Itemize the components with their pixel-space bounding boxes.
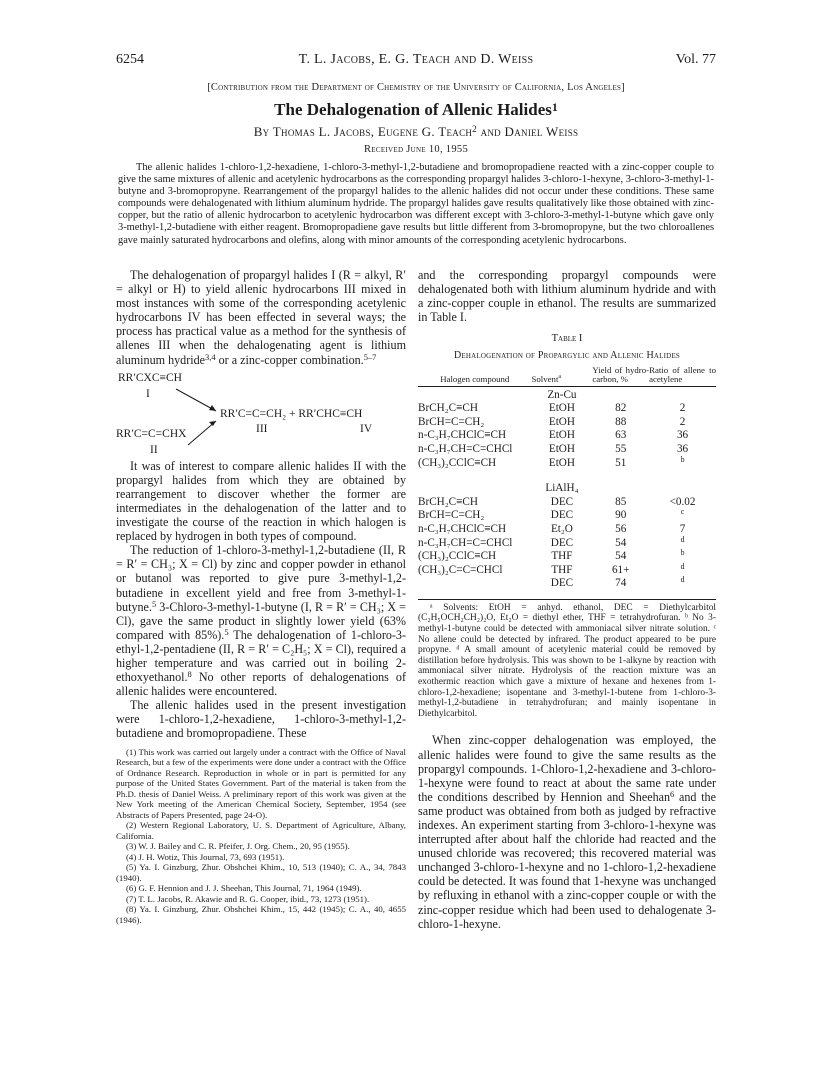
cell-compound: [418, 577, 532, 591]
cell-compound: (CH₃)₂CClC≡CH: [418, 456, 497, 469]
col-header-solvent: [532, 366, 593, 387]
table-row: [418, 550, 716, 564]
results-table: [418, 366, 716, 591]
cell-yield: 88: [615, 415, 627, 428]
footnote-7: (7) T. L. Jacobs, R. Akawie and R. G. Cooper, ibid., 73, 1273 (1951).: [126, 893, 370, 904]
table-row: [418, 457, 716, 471]
cell-ratio: [649, 454, 716, 471]
cell-ratio: 36: [676, 442, 689, 455]
cell-yield: 74: [615, 577, 627, 590]
cell-yield: 54: [615, 536, 627, 549]
footnote-4: (4) J. H. Wotiz, This Journal, 73, 693 (1951).: [126, 851, 285, 862]
cell-yield: 56: [615, 522, 627, 535]
contribution-line: [Contribution from the Department of Chemistry of the University of California, Los Angeles]: [207, 82, 625, 93]
cell-solvent: EtOH: [548, 442, 575, 455]
ref-5b: 5: [224, 626, 229, 637]
table-row: [418, 402, 716, 416]
intro-text-a: The dehalogenation of propargyl halides I (R = alkyl, R′ = alkyl or H) to yield allenic hydrocarbons III mixed in most instances with some of the corresponding acetylenic hydrocarbons IV has been effected in several ways; the process has practical value as a method for the synthesis of allenes III when the dehalogenating agent is lithium aluminum hydride: [116, 268, 406, 367]
cell-ratio: [649, 509, 716, 523]
cell-ratio: [649, 577, 716, 591]
ratio-note: b: [680, 548, 685, 558]
zinc-copper-text-b: and the same product was obtained from both as judged by refractive indexes. An experiment starting from 3-chloro-1-hexyne was interrupted after about half the chloride had reacted and the unused chloride was recovered; this recovered material was unchanged 3-chloro-1-hexyne and no 1-chloro-1,2-hexadiene could be detected. It was found that 1-hexyne was unchanged by refluxing in ethanol with a zinc-copper couple or with the zinc-copper residue which had been used to dehalogenate 3-chloro-1-hexyne.: [418, 789, 716, 931]
table-header-row: [418, 366, 716, 387]
table-row: [418, 537, 716, 551]
byline-footnote-ref: 2: [472, 124, 478, 134]
table-row: [418, 577, 716, 591]
cell-compound: BrCH=C=CH₂: [418, 509, 485, 522]
cell-solvent: DEC: [550, 577, 574, 590]
footnote-5: (5) Ya. I. Ginzburg, Zhur. Obshchei Khim., 10, 513 (1940); C. A., 34, 7843 (1940).: [116, 862, 406, 883]
cell-yield: 51: [615, 456, 627, 469]
prior-text-d: No other reports of dehalogenations of allenic halides were encountered.: [116, 670, 406, 699]
cell-compound: BrCH₂C≡CH: [418, 495, 478, 508]
compound-ii-label: II: [150, 443, 158, 456]
cell-ratio: 2: [679, 402, 686, 415]
cell-yield: 82: [615, 402, 627, 415]
cell-solvent: THF: [551, 563, 573, 576]
footnotes: [116, 747, 406, 926]
solvent-note-ref: a: [558, 373, 562, 380]
table-row: [418, 564, 716, 578]
byline-prefix: By: [253, 124, 273, 139]
paragraph-objective: It was of interest to compare allenic halides II with the propargyl halides from which they are obtained by rearrangement to discover whether the former are intermediates in the dehalogenation of the latter and to investigate the course of the reaction in which halogen is replaced by hydrogen in both types of compound.: [116, 458, 406, 544]
cell-solvent: Et₂O: [550, 522, 573, 535]
col-header-compound: Halogen compound: [418, 366, 532, 387]
section-zn-cu: Zn-Cu: [547, 388, 577, 401]
cell-compound: n-C₃H₇CH=C=CHCl: [418, 536, 513, 549]
cell-solvent: EtOH: [548, 429, 575, 442]
cell-solvent: EtOH: [548, 402, 575, 415]
compound-i: RR′CXC≡CH: [118, 371, 182, 384]
cell-compound: BrCH=C=CH₂: [418, 415, 485, 428]
intro-text-b: or a zinc-copper combination.: [215, 352, 364, 367]
footnote-6: (6) G. F. Hennion and J. J. Sheehan, This Journal, 71, 1964 (1949).: [126, 883, 362, 894]
ratio-note: c: [680, 507, 685, 517]
cell-compound: (CH₃)₂C=C=CHCl: [418, 563, 503, 576]
compound-iii-label: III: [256, 422, 268, 435]
ratio-note: d: [680, 575, 685, 585]
cell-ratio: <0.02: [669, 495, 696, 508]
footnote-2: (2) Western Regional Laboratory, U. S. Department of Agriculture, Albany, California.: [116, 820, 406, 841]
cell-solvent: DEC: [550, 495, 574, 508]
products-iii-iv: RR′C=C=CH₂ + RR′CHC≡CH: [220, 407, 363, 420]
cell-yield: 90: [615, 509, 627, 522]
table-footnotes: ᵃ Solvents: EtOH = anhyd. ethanol, DEC = Diethylcarbitol (C₂H₅OCH₂CH₂)₂O, Et₂O = diethyl ether, THF = tetrahydrofuran. ᵇ No 3-methyl-1-butyne could be detected with ammoniacal silver nitrate solution. ᶜ No allene could be detected by infrared. The product appeared to be pure propyne. ᵈ A small amount of acetylenic material could be removed by distillation before hydrolysis. This was shown to be 1-alkyne by reaction with ammoniacal silver nitrate. Hydrolysis of the reaction mixture was an exothermic reaction which gave a mixture of hexane and hexenes from 1-chloro-1,2-hexadiene; isopentane and 3-methyl-1-butene from 1-chloro-3-methyl-1,2-butadiene in tetrahydrofuran; and mainly isopentane in Diethylcarbitol.: [418, 599, 716, 720]
byline: [116, 124, 716, 140]
right-column: [418, 268, 716, 931]
cell-yield: 63: [615, 429, 627, 442]
title-footnote-ref: 1: [551, 100, 558, 114]
footnote-8: (8) Ya. I. Ginzburg, Zhur. Obshchei Khim., 15, 442 (1945); C. A., 40, 4655 (1946).: [116, 904, 406, 925]
abstract: The allenic halides 1-chloro-1,2-hexadiene, 1-chloro-3-methyl-1,2-butadiene and bromopropadiene reacted with a zinc-copper couple to give the same mixtures of allenic and acetylenic hydrocarbons as the corresponding propargyl halides 3-chloro-1-hexyne, 3-chloro-3-methyl-1-butyne and 3-bromopropyne. Rearrangement of the propargyl halides to the allenic halides did not occur under these conditions. These same compounds were dehalogenated with lithium aluminum hydride. The propargyl halides gave results qualitatively like those obtained with zinc-copper, but the ratio of allenic hydrocarbon to acetylenic hydrocarbon was different except with 3-chloro-3-methyl-1-butyne which gave only 3-methyl-1,2-butadiene with either reagent. Bromopropadiene gave results but little different from 3-bromopropyne, but the two chloroallenes gave mainly saturated hydrocarbons and olefins, along with minor amounts of the corresponding acetylenic hydrocarbons.: [118, 162, 714, 246]
ref-5-7: 5–7: [363, 351, 377, 362]
cell-solvent: DEC: [550, 509, 574, 522]
cell-solvent: THF: [551, 550, 573, 563]
reaction-scheme: [116, 369, 406, 457]
cell-yield: 54: [615, 550, 627, 563]
cell-ratio: 36: [676, 429, 689, 442]
running-authors: T. L. Jacobs, E. G. Teach and D. Weiss: [298, 52, 534, 67]
paragraph-intro: [116, 268, 406, 367]
ratio-note: d: [680, 561, 685, 571]
table-title: Dehalogenation of Propargylic and Allenic Halides: [453, 350, 681, 362]
prior-text-b: 3-Chloro-3-methyl-1-butyne (I, R = R′ = CH₃; X = Cl), gave the same product in slightly lower yield (63% compared with 85%).: [116, 599, 406, 642]
cell-compound: BrCH₂C≡CH: [418, 402, 478, 415]
zinc-copper-text-a: When zinc-copper dehalogenation was employed, the allenic halides were found to give the same results as the propargyl compounds. 1-Chloro-1,2-hexadiene and 3-chloro-1-hexyne were found to react at about the same rate under the conditions described by Hennion and Sheehan: [418, 733, 716, 804]
col-header-solvent-text: Solvent: [531, 373, 559, 384]
byline-suffix: and Daniel Weiss: [477, 124, 579, 139]
paragraph-zinc-copper: [418, 733, 716, 930]
title-text: The Dehalogenation of Allenic Halides: [274, 100, 552, 119]
page-number: 6254: [116, 52, 144, 67]
compound-iv-label: IV: [360, 422, 373, 435]
cell-compound: (CH₃)₂CClC≡CH: [418, 550, 497, 563]
cell-solvent: DEC: [550, 536, 574, 549]
ref-8: 8: [187, 669, 192, 680]
table-row: [418, 429, 716, 443]
paragraph-halides-used: The allenic halides used in the present investigation were 1-chloro-1,2-hexadiene, 1-chloro-3-methyl-1,2-butadiene and bromopropadiene. These: [116, 698, 406, 741]
cell-ratio: 2: [679, 415, 686, 428]
prior-text-a: The reduction of 1-chloro-3-methyl-1,2-butadiene (II, R = R′ = CH₃; X = Cl) by zinc and copper powder in ethanol or butanol was reported to give pure 3-methyl-1,2-butadiene in excellent yield and free from 3-methyl-1-butyne.: [116, 543, 406, 614]
cell-yield: 61+: [611, 563, 630, 576]
table-caption: Table I: [551, 333, 583, 345]
cell-solvent: EtOH: [548, 456, 575, 469]
cell-compound: n-C₃H₇CHClC≡CH: [418, 429, 507, 442]
cell-compound: n-C₃H₇CH=C=CHCl: [418, 442, 513, 455]
footnote-3: (3) W. J. Bailey and C. R. Pfeifer, J. Org. Chem., 20, 95 (1955).: [126, 841, 350, 852]
table-row: [418, 509, 716, 523]
col-header-yield: Yield of hydro-carbon, %: [592, 366, 649, 387]
table-row: [418, 443, 716, 457]
cell-yield: 85: [615, 495, 627, 508]
table-row: [418, 416, 716, 430]
cell-compound: n-C₃H₇CHClC≡CH: [418, 522, 507, 535]
compound-i-label: I: [146, 387, 150, 400]
table-row: [418, 523, 716, 537]
cell-yield: 55: [615, 442, 627, 455]
ref-6: 6: [670, 788, 675, 799]
received-date: Received June 10, 1955: [363, 144, 468, 155]
left-column: [116, 268, 406, 925]
byline-names: Thomas L. Jacobs, Eugene G. Teach: [272, 124, 473, 139]
cell-solvent: EtOH: [548, 415, 575, 428]
paragraph-prior-work: [116, 543, 406, 698]
table-section-row: [418, 386, 716, 402]
section-lialh4: LiAlH₄: [545, 482, 579, 495]
prior-text-c: The dehalogenation of 1-chloro-3-ethyl-1,2-pentadiene (II, R = R′ = C₂H₅; X = Cl), required a higher temperature and was carried out in boiling 2-ethoxyethanol.: [116, 627, 407, 685]
table-row: [418, 496, 716, 510]
ref-3-4: 3,4: [205, 351, 216, 362]
col-header-ratio: Ratio of allene to acetylene: [649, 366, 716, 387]
compound-ii: RR′C=C=CHX: [116, 427, 187, 440]
paragraph-continued: and the corresponding propargyl compounds were dehalogenated both with lithium aluminum hydride and with a zinc-copper couple in ethanol. The results are summarized in Table I.: [418, 268, 716, 325]
table-section-row: [418, 480, 716, 496]
ref-5a: 5: [151, 598, 157, 609]
ratio-note: d: [680, 534, 685, 544]
footnote-1: (1) This work was carried out largely under a contract with the Office of Naval Research, but a few of the experiments were done under a contract with the Office of Ordnance Research. Reproduction in whole or in part is permitted for any purpose of the United States Government. Part of the material is taken from the Ph.D. thesis of Daniel Weiss. A preliminary report of this work was given at the New York meeting of the American Chemical Society, September, 1954 (see Abstracts of Papers Presented, page 24-O).: [116, 746, 406, 820]
ratio-note: b: [680, 454, 685, 464]
running-header: [116, 52, 716, 68]
cell-ratio: 7: [679, 522, 686, 535]
article-title: [116, 100, 716, 120]
volume-number: Vol. 77: [675, 52, 716, 67]
